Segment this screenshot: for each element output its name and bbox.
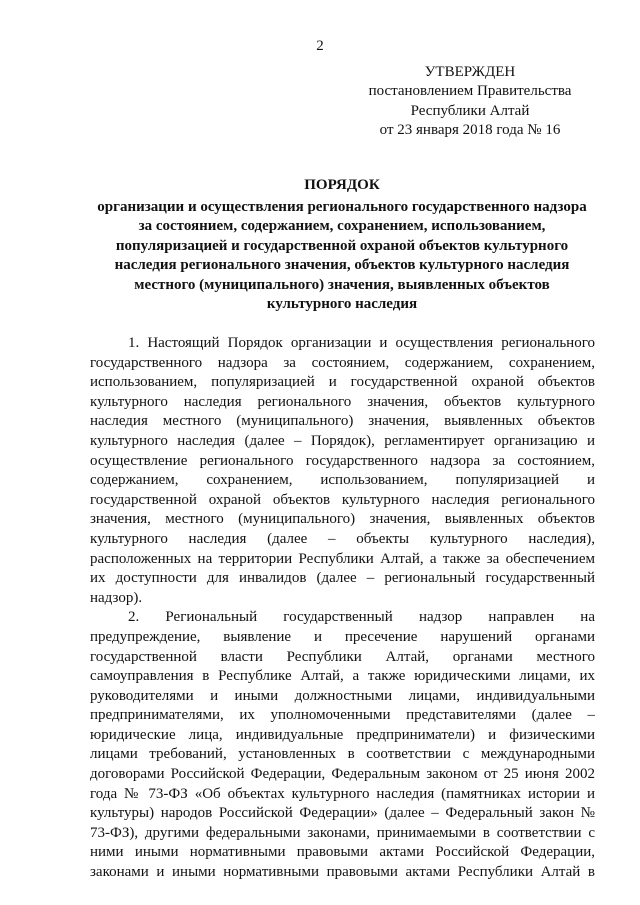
paragraph-line: расположенных на территории Республики Алтай, а также за обеспечением bbox=[90, 550, 595, 567]
paragraph-line: юридические лица, индивидуальные предприниматели) и физическими bbox=[90, 726, 595, 743]
document-title bbox=[80, 176, 604, 315]
document-body bbox=[90, 334, 595, 883]
paragraph-line: предупреждение, выявление и пресечение нарушений органами bbox=[90, 628, 595, 645]
paragraph-line: предпринимателями, их уполномоченными представителями (далее – bbox=[90, 707, 595, 724]
document-title-line: организации и осуществления регионального государственного надзора bbox=[97, 198, 587, 215]
paragraph-line: законами и иными нормативными правовыми актами Республики Алтай в bbox=[90, 864, 595, 881]
paragraph-2 bbox=[90, 608, 595, 882]
paragraph-line: руководителями и иными должностными лицами, индивидуальными bbox=[90, 687, 595, 704]
paragraph-line: культуры) народов Российской Федерации» (далее – Федеральный закон № bbox=[90, 805, 595, 822]
paragraph-line: 1. Настоящий Порядок организации и осуществления регионального bbox=[128, 335, 595, 351]
approval-stamp bbox=[340, 63, 600, 140]
paragraph-line: 2. Региональный государственный надзор направлен на bbox=[128, 609, 595, 626]
approval-authority: постановлением Правительства bbox=[368, 83, 572, 100]
paragraph-line: года № 73-ФЗ «Об объектах культурного наследия (памятниках истории и bbox=[90, 785, 595, 802]
paragraph-line: лицами требований, установленных в соответствии с международными bbox=[90, 746, 595, 763]
document-title-line: за состоянием, содержанием, сохранением, использованием, bbox=[138, 218, 546, 234]
document-title-line: культурного наследия bbox=[266, 296, 418, 312]
approval-heading: УТВЕРЖДЕН bbox=[424, 64, 516, 80]
document-title-line: местного (муниципального) значения, выявленных объектов bbox=[134, 276, 550, 293]
paragraph-line: самоуправления в Республике Алтай, а также юридическими лицами, их bbox=[90, 668, 595, 685]
paragraph-line: ними иными нормативными правовыми актами Российской Федерации, bbox=[90, 844, 595, 861]
paragraph-line: осуществление регионального государственного надзора за состоянием, bbox=[90, 452, 595, 469]
paragraph-line: значения, местного (муниципального) значения, выявленных объектов bbox=[90, 511, 595, 528]
paragraph-line: 73-ФЗ), другими федеральными законами, принимаемыми в соответствии с bbox=[90, 824, 595, 841]
paragraph-line: содержанием, сохранением, использованием, популяризацией и bbox=[90, 472, 595, 489]
approval-date: от 23 января 2018 года № 16 bbox=[379, 121, 561, 138]
paragraph-line: их доступности для инвалидов (далее – региональный государственный bbox=[90, 570, 595, 587]
paragraph-line: наследия местного (муниципального) значения, выявленных объектов bbox=[90, 413, 595, 430]
paragraph-line: культурного наследия регионального значения, объектов культурного bbox=[90, 393, 595, 410]
document-title-line: наследия регионального значения, объектов культурного наследия bbox=[114, 257, 570, 273]
paragraph-line: договорами Российской Федерации, Федеральным законом от 25 июня 2002 bbox=[90, 766, 595, 783]
paragraph-line: использованием, популяризацией и государственной охраной объектов bbox=[90, 374, 595, 391]
paragraph-1 bbox=[90, 334, 595, 608]
document-title-line: популяризацией и государственной охраной объектов культурного bbox=[115, 237, 569, 254]
paragraph-line: государственной охраной объектов культурного наследия регионального bbox=[90, 491, 595, 508]
paragraph-line: культурного наследия (далее – Порядок), регламентирует организацию и bbox=[90, 432, 595, 449]
document-title-main: ПОРЯДОК bbox=[304, 177, 380, 193]
approval-region: Республики Алтай bbox=[410, 102, 530, 119]
paragraph-line: культурного наследия (далее – объекты культурного наследия), bbox=[90, 530, 595, 547]
page-number: 2 bbox=[316, 38, 324, 54]
paragraph-line: надзор). bbox=[90, 589, 143, 606]
paragraph-line: государственной власти Республики Алтай, органами местного bbox=[90, 648, 595, 665]
paragraph-line: государственного надзора за состоянием, содержанием, сохранением, bbox=[90, 354, 595, 371]
